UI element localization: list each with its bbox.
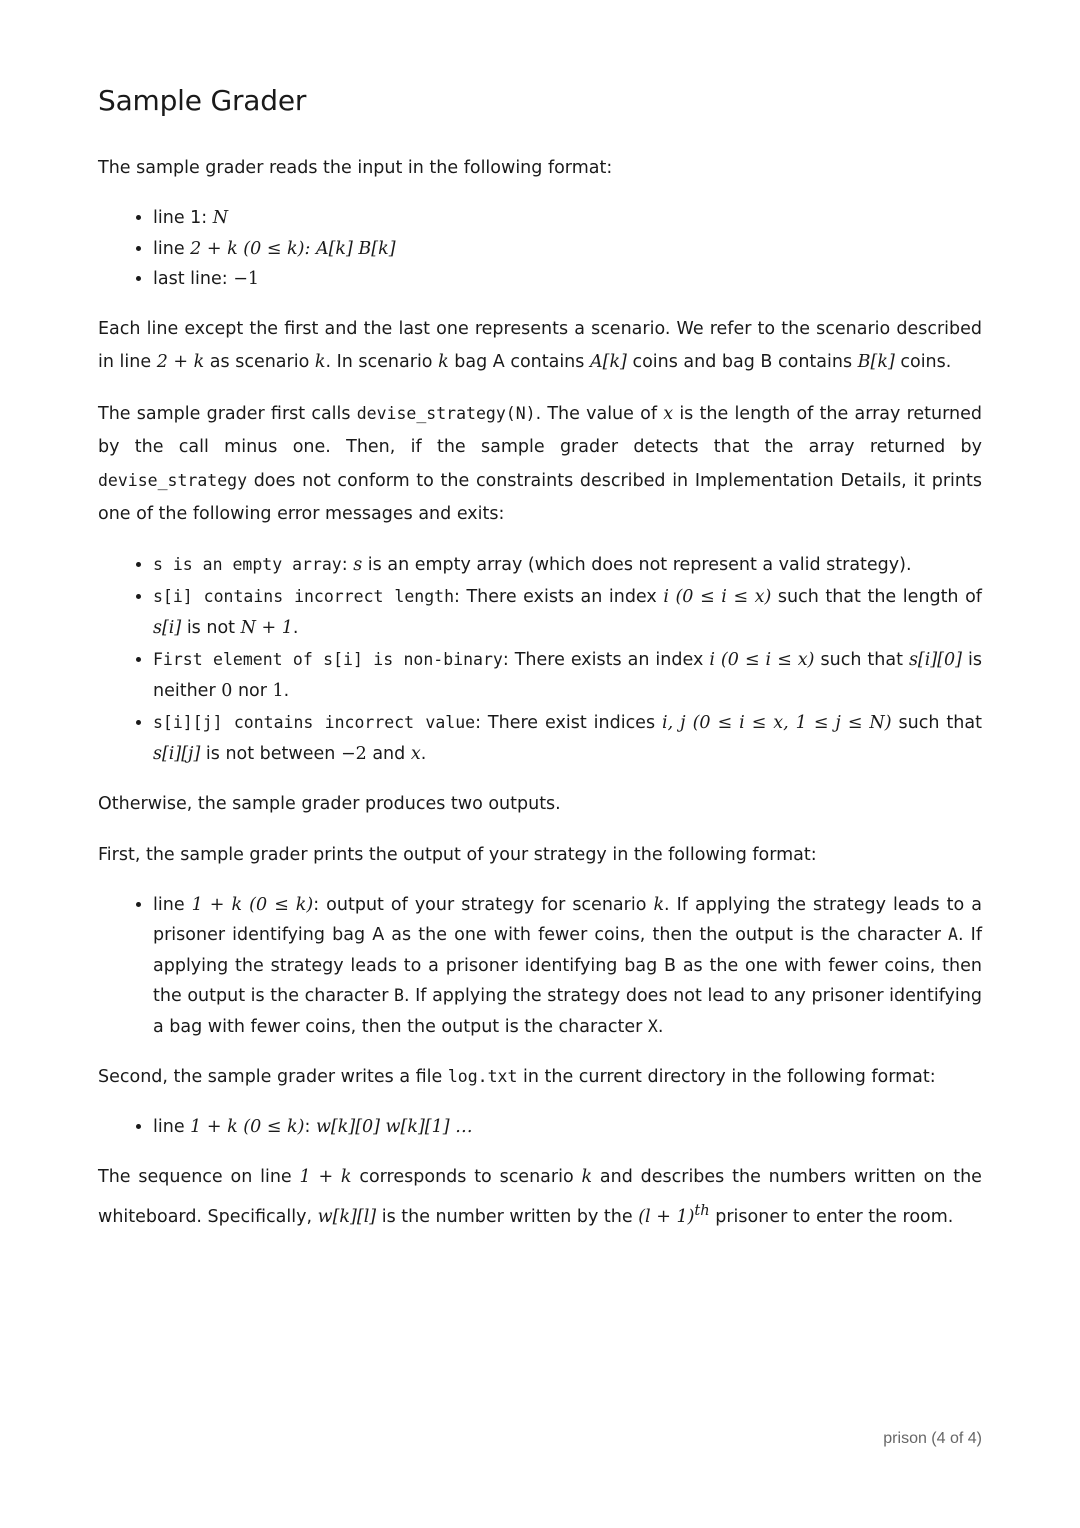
sequence-paragraph: The sequence on line 1 + k corresponds to scenario k and describes the numbers written on the whiteboard. Specifically, w[k][l] is the number written by the $(l + 1)^{th}$ prisoner to enter the room. bbox=[98, 1166, 982, 1227]
document-page bbox=[98, 78, 982, 1251]
error-item: • s[i] contains incorrect length: There exists an index i (0 ≤ i ≤ x) such that the length of s[i] is not N + 1. bbox=[153, 581, 982, 644]
input-format-list bbox=[98, 203, 982, 295]
output-format-list bbox=[98, 890, 982, 1043]
page-footer: prison (4 of 4) bbox=[883, 1430, 982, 1447]
input-last-line: • last line: −1 bbox=[153, 264, 982, 295]
error-item: • s[i][j] contains incorrect value: There exist indices i, j (0 ≤ i ≤ x, 1 ≤ j ≤ N) such that s[i][j] is not between −2 and x. bbox=[153, 707, 982, 770]
input-line-2: • line 2 + k (0 ≤ k): A[k] B[k] bbox=[153, 234, 982, 265]
second-output-paragraph: Second, the sample grader writes a file log.txt in the current directory in the following format: bbox=[98, 1067, 936, 1087]
scenario-paragraph: Each line except the first and the last one represents a scenario. We refer to the scenario described in line 2 + k as scenario k. In scenario k bag A contains A[k] coins and bag B contains B[k] coins. bbox=[98, 318, 982, 372]
log-line-item: • line 1 + k (0 ≤ k): w[k][0] w[k][1] … bbox=[153, 1112, 982, 1143]
otherwise-paragraph: Otherwise, the sample grader produces two outputs. bbox=[98, 793, 561, 814]
section-heading: Sample Grader bbox=[98, 84, 307, 117]
output-line-item: • line 1 + k (0 ≤ k): output of your strategy for scenario k. If applying the strategy leads to a prisoner identifying bag A as the one with fewer coins, then the output is the character A. If applying the strategy leads to a prisoner identifying bag B as the one with fewer coins, then the output is the character B. If applying the strategy does not lead to any prisoner identifying a bag with fewer coins, then the output is the character X. bbox=[153, 890, 982, 1043]
intro-paragraph: The sample grader reads the input in the following format: bbox=[98, 158, 613, 178]
error-messages-list bbox=[98, 549, 982, 770]
input-line-1: • line 1: N bbox=[153, 203, 982, 234]
first-output-paragraph: First, the sample grader prints the output of your strategy in the following format: bbox=[98, 844, 817, 865]
grader-first-paragraph: The sample grader first calls devise_strategy(N). The value of x is the length of the array returned by the call minus one. Then, if the sample grader detects that the array returned by devise_strategy does not conform to the constraints described in Implementation Details, it prints one of the following error messages and exits: bbox=[98, 403, 982, 524]
log-format-list bbox=[98, 1112, 982, 1143]
error-item: • s is an empty array: s is an empty array (which does not represent a valid strategy). bbox=[153, 549, 982, 581]
error-item: • First element of s[i] is non-binary: There exists an index i (0 ≤ i ≤ x) such that s[i][0] is neither 0 nor 1. bbox=[153, 644, 982, 707]
